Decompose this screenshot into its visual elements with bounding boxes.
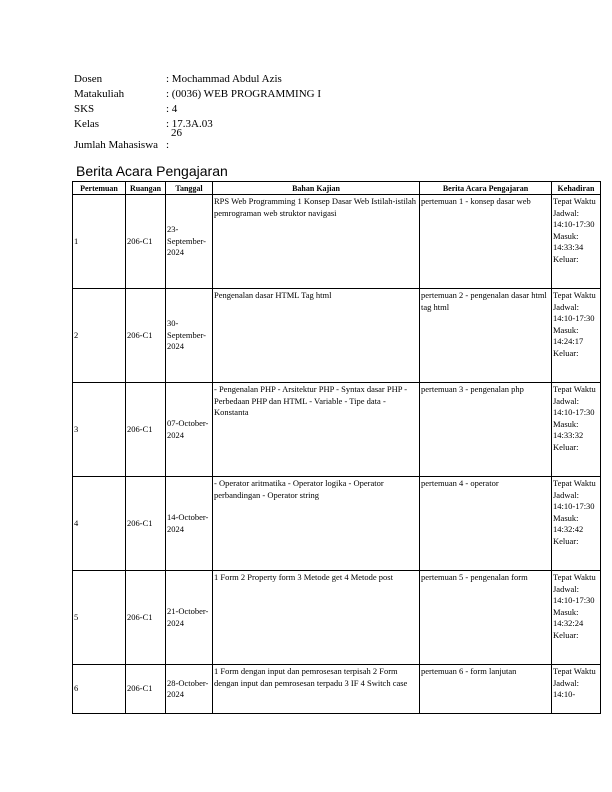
dosen-label: Dosen [74, 73, 103, 85]
cell-ruangan: 206-C1 [126, 477, 166, 571]
kehadiran-text: Tepat Waktu Jadwal: 14:10-17:30 Masuk: 14:32:24 Keluar: [553, 572, 596, 640]
table-row [73, 477, 601, 571]
cell-kehadiran [552, 195, 601, 289]
sks-label: SKS [74, 103, 95, 115]
cell-bahan-kajian: 1 Form 2 Property form 3 Metode get 4 Metode post [213, 571, 420, 665]
section-title: Berita Acara Pengajaran [76, 163, 228, 179]
cell-kehadiran [552, 477, 601, 571]
cell-berita-acara: pertemuan 3 - pengenalan php [420, 383, 552, 477]
cell-kehadiran [552, 665, 601, 714]
cell-berita-acara: pertemuan 1 - konsep dasar web [420, 195, 552, 289]
header-berita-acara: Berita Acara Pengajaran [420, 182, 552, 195]
cell-bahan-kajian: Pengenalan dasar HTML Tag html [213, 289, 420, 383]
cell-pertemuan: 1 [73, 195, 126, 289]
attendance-table [72, 181, 601, 714]
cell-berita-acara: pertemuan 6 - form lanjutan [420, 665, 552, 714]
cell-pertemuan: 2 [73, 289, 126, 383]
table-row [73, 383, 601, 477]
cell-ruangan: 206-C1 [126, 665, 166, 714]
cell-tanggal: 30-September-2024 [166, 289, 213, 383]
cell-kehadiran [552, 571, 601, 665]
jumlah-label: Jumlah Mahasiswa [74, 139, 159, 151]
cell-bahan-kajian: - Operator aritmatika - Operator logika - Operator perbandingan - Operator string [213, 477, 420, 571]
header-ruangan: Ruangan [126, 182, 166, 195]
table-row [73, 571, 601, 665]
cell-bahan-kajian: - Pengenalan PHP - Arsitektur PHP - Syntax dasar PHP - Perbedaan PHP dan HTML - Variable - Tipe data - Konstanta [213, 383, 420, 477]
cell-pertemuan: 6 [73, 665, 126, 714]
cell-tanggal: 21-October-2024 [166, 571, 213, 665]
cell-bahan-kajian: RPS Web Programming 1 Konsep Dasar Web Istilah-istilah pemrograman web struktor navigasi [213, 195, 420, 289]
header-bahan-kajian: Bahan Kajian [213, 182, 420, 195]
cell-berita-acara: pertemuan 2 - pengenalan dasar html tag html [420, 289, 552, 383]
kehadiran-text: Tepat Waktu Jadwal: 14:10-17:30 Masuk: 14:32:42 Keluar: [553, 478, 596, 546]
matakuliah-value: : (0036) WEB PROGRAMMING I [166, 88, 322, 100]
cell-pertemuan: 4 [73, 477, 126, 571]
cell-tanggal: 14-October-2024 [166, 477, 213, 571]
jumlah-value: 26 [171, 127, 182, 139]
kehadiran-text: Tepat Waktu Jadwal: 14:10-17:30 Masuk: 14:24:17 Keluar: [553, 290, 596, 358]
cell-tanggal: 28-October-2024 [166, 665, 213, 714]
cell-tanggal: 23-September-2024 [166, 195, 213, 289]
cell-kehadiran [552, 383, 601, 477]
kehadiran-text: Tepat Waktu Jadwal: 14:10-17:30 Masuk: 14:33:32 Keluar: [553, 384, 596, 452]
cell-ruangan: 206-C1 [126, 289, 166, 383]
header-kehadiran: Kehadiran [552, 182, 601, 195]
kehadiran-text: Tepat Waktu Jadwal: 14:10- [553, 666, 596, 699]
cell-pertemuan: 3 [73, 383, 126, 477]
cell-bahan-kajian: 1 Form dengan input dan pemrosesan terpisah 2 Form dengan input dan pemrosesan terpadu 3 IF 4 Switch case [213, 665, 420, 714]
cell-tanggal: 07-October-2024 [166, 383, 213, 477]
table-row [73, 665, 601, 714]
kelas-value: : 17.3A.03 [166, 118, 213, 130]
cell-ruangan: 206-C1 [126, 383, 166, 477]
sks-value: : 4 [166, 103, 178, 115]
cell-ruangan: 206-C1 [126, 571, 166, 665]
kehadiran-text: Tepat Waktu Jadwal: 14:10-17:30 Masuk: 14:33:34 Keluar: [553, 196, 596, 264]
cell-kehadiran [552, 289, 601, 383]
table-row [73, 289, 601, 383]
cell-ruangan: 206-C1 [126, 195, 166, 289]
cell-berita-acara: pertemuan 4 - operator [420, 477, 552, 571]
header-pertemuan: Pertemuan [73, 182, 126, 195]
header-tanggal: Tanggal [166, 182, 213, 195]
table-row [73, 195, 601, 289]
jumlah-colon: : [166, 139, 170, 151]
matakuliah-label: Matakuliah [74, 88, 125, 100]
table-header-row [73, 182, 601, 195]
kelas-label: Kelas [74, 118, 100, 130]
cell-pertemuan: 5 [73, 571, 126, 665]
cell-berita-acara: pertemuan 5 - pengenalan form [420, 571, 552, 665]
dosen-value: : Mochammad Abdul Azis [166, 73, 282, 85]
